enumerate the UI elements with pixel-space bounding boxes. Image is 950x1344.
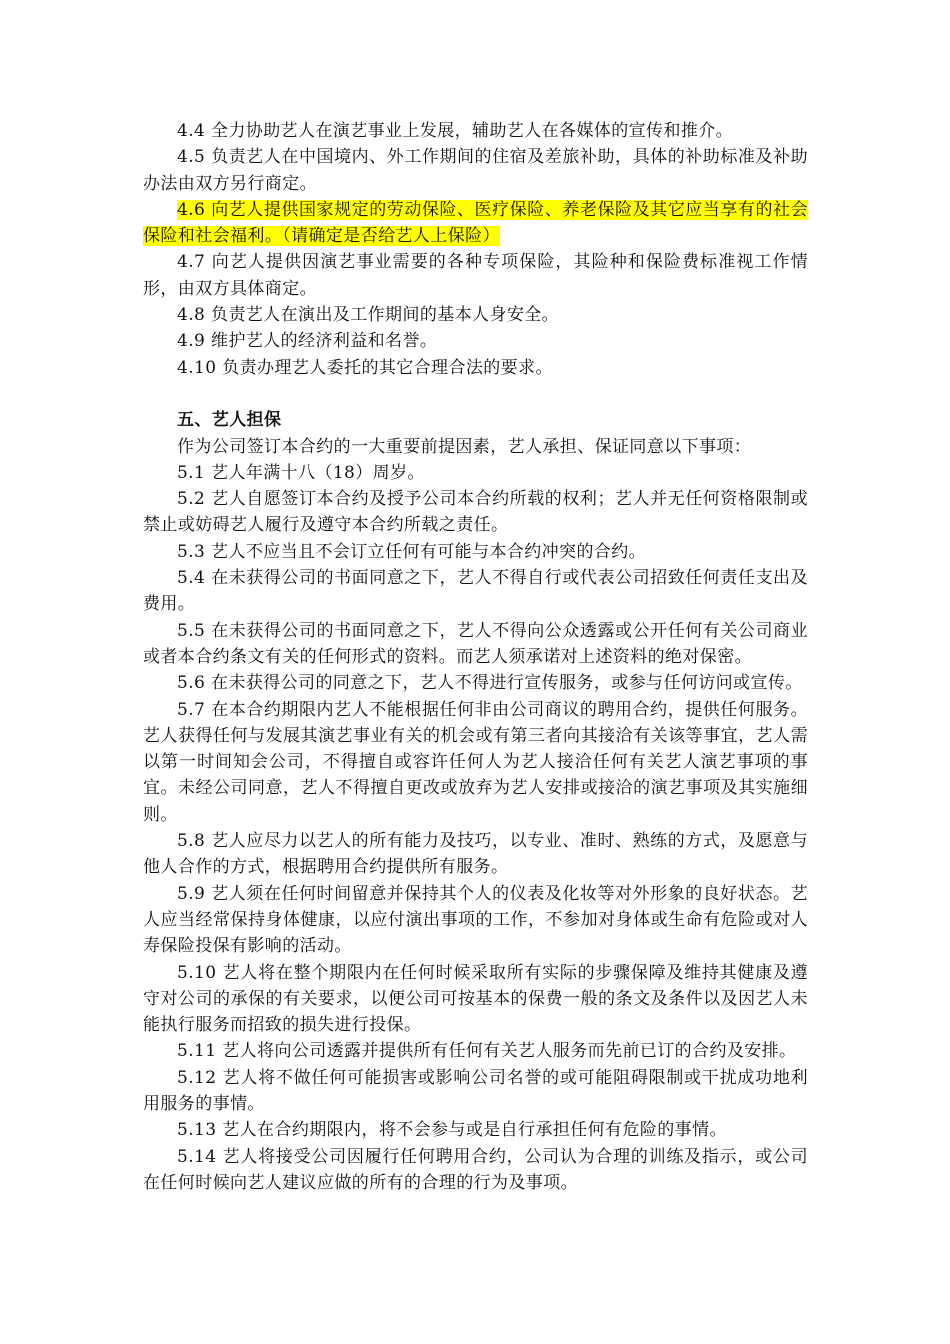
clause-4-7: 4.7 向艺人提供因演艺事业需要的各种专项保险，其险种和保险费标准视工作情形，由双方具体商定。	[143, 252, 808, 299]
clause-4-4: 4.4 全力协助艺人在演艺事业上发展，辅助艺人在各媒体的宣传和推介。	[177, 121, 734, 141]
clause-4-6	[143, 197, 808, 250]
clause-5-5: 5.5 在未获得公司的书面同意之下，艺人不得向公众透露或公开任何有关公司商业或者本合约条文有关的任何形式的资料。而艺人须承诺对上述资料的绝对保密。	[143, 620, 808, 667]
clause-5-3: 5.3 艺人不应当且不会订立任何有可能与本合约冲突的合约。	[177, 541, 647, 562]
clause-4-10: 4.10 负责办理艺人委托的其它合理合法的要求。	[177, 357, 553, 378]
highlighted-clause-text: 4.6 向艺人提供国家规定的劳动保险、医疗保险、养老保险及其它应当享有的社会保险和社会福利。（请确定是否给艺人上保险）	[143, 199, 808, 247]
clause-5-13: 5.13 艺人在合约期限内，将不会参与或是自行承担任何有危险的事情。	[177, 1120, 727, 1141]
clause-5-8: 5.8 艺人应尽力以艺人的所有能力及技巧，以专业、准时、熟练的方式，及愿意与他人合作的方式，根据聘用合约提供所有服务。	[143, 831, 808, 878]
section-intro: 作为公司签订本合约的一大重要前提因素，艺人承担、保证同意以下事项：	[177, 436, 752, 457]
clause-5-2: 5.2 艺人自愿签订本合约及授予公司本合约所载的权利；艺人并无任何资格限制或禁止或妨碍艺人履行及遵守本合约所载之责任。	[143, 489, 808, 536]
contract-text	[143, 118, 808, 1196]
clause-4-5: 4.5 负责艺人在中国境内、外工作期间的住宿及差旅补助，具体的补助标准及补助办法由双方另行商定。	[143, 147, 808, 194]
clause-5-6: 5.6 在未获得公司的同意之下，艺人不得进行宣传服务，或参与任何访问或宣传。	[177, 673, 803, 694]
clause-4-8: 4.8 负责艺人在演出及工作期间的基本人身安全。	[177, 305, 560, 326]
clause-5-14: 5.14 艺人将接受公司因履行任何聘用合约，公司认为合理的训练及指示，或公司在任何时候向艺人建议应做的所有的合理的行为及事项。	[143, 1146, 808, 1193]
clause-5-12: 5.12 艺人将不做任何可能损害或影响公司名誉的或可能阻碍限制或干扰成功地利用服务的事情。	[143, 1067, 808, 1114]
section-heading: 五、艺人担保	[177, 410, 282, 431]
clause-5-4: 5.4 在未获得公司的书面同意之下，艺人不得自行或代表公司招致任何责任支出及费用。	[143, 568, 808, 615]
clause-5-11: 5.11 艺人将向公司透露并提供所有任何有关艺人服务而先前已订的合约及安排。	[177, 1041, 797, 1062]
clause-4-9: 4.9 维护艺人的经济利益和名誉。	[177, 331, 438, 352]
clause-5-10: 5.10 艺人将在整个期限内在任何时候采取所有实际的步骤保障及维持其健康及遵守对公司的承保的有关要求，以便公司可按基本的保费一般的条文及条件以及因艺人未能执行服务而招致的损失进行投保。	[143, 962, 808, 1036]
clause-5-7: 5.7 在本合约期限内艺人不能根据任何非由公司商议的聘用合约，提供任何服务。艺人获得任何与发展其演艺事业有关的机会或有第三者向其接洽有关该等事宜，艺人需以第一时间知会公司，不得擅自或容许任何人为艺人接洽任何有关艺人演艺事项的事宜。未经公司同意，艺人不得擅自更改或放弃为艺人安排或接洽的演艺事项及其实施细则。	[143, 699, 808, 825]
section-spacer	[143, 381, 808, 407]
clause-5-9: 5.9 艺人须在任何时间留意并保持其个人的仪表及化妆等对外形象的良好状态。艺人应当经常保持身体健康，以应付演出事项的工作，不参加对身体或生命有危险或对人寿保险投保有影响的活动。	[143, 883, 808, 957]
clause-5-1: 5.1 艺人年满十八（18）周岁。	[177, 462, 425, 483]
